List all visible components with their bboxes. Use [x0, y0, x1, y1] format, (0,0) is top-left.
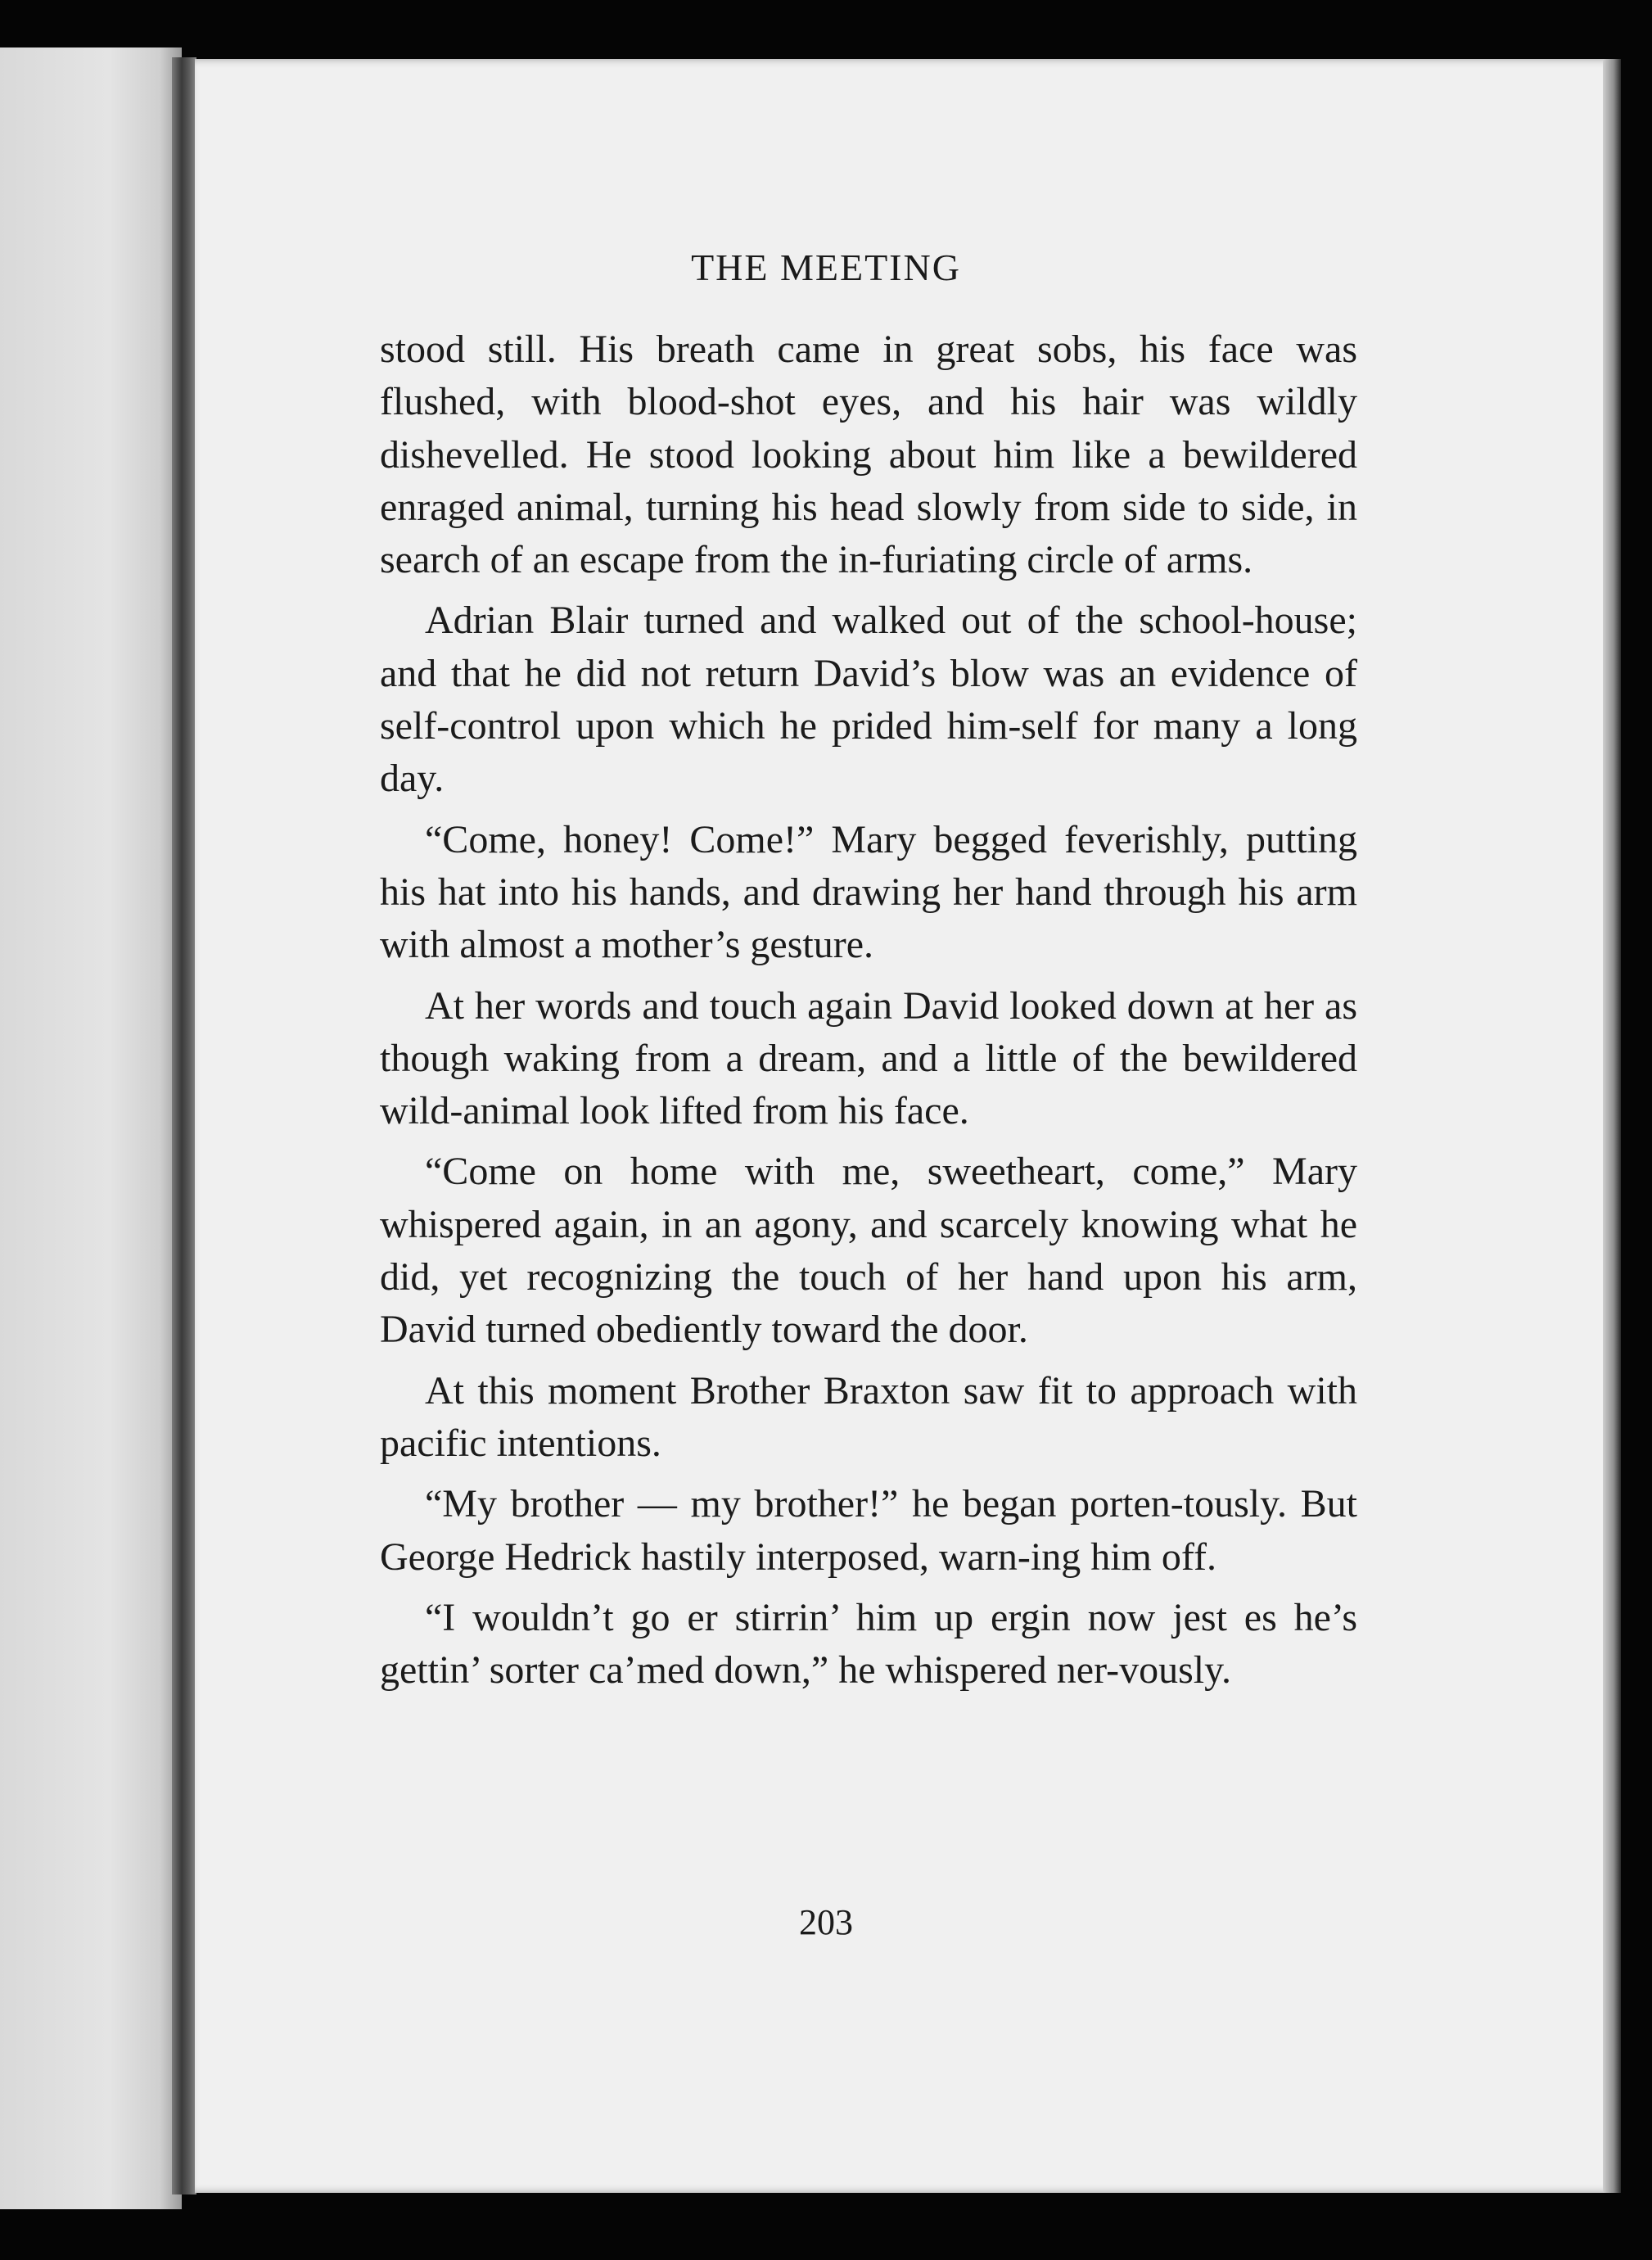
paragraph: “My brother — my brother!” he began porten-tously. But George Hedrick hastily interposed, warn-ing him off. — [380, 1482, 1357, 1579]
paragraph: “Come on home with me, sweetheart, come,” Mary whispered again, in an agony, and scarcely knowing what he did, yet recognizing the touch of her hand upon his arm, David turned obediently toward the door. — [380, 1150, 1357, 1352]
page-right-edge — [1603, 59, 1621, 2193]
paragraph: “I wouldn’t go er stirrin’ him up ergin now jest es he’s gettin’ sorter ca’med down,” he whispered ner-vously. — [380, 1595, 1357, 1693]
page-number: 203 — [799, 1902, 853, 1942]
paragraph: At this moment Brother Braxton saw fit to approach with pacific intentions. — [380, 1368, 1357, 1465]
body-text — [380, 323, 1357, 1697]
paragraph: At her words and touch again David looked down at her as though waking from a dream, and a little of the bewildered wild-animal look lifted from his face. — [380, 983, 1357, 1133]
paragraph: Adrian Blair turned and walked out of the school-house; and that he did not return David’s blow was an evidence of self-control upon which he prided him-self for many a long day. — [380, 599, 1357, 801]
facing-page-edge — [0, 47, 182, 2209]
book-gutter — [172, 57, 196, 2194]
paragraph: “Come, honey! Come!” Mary begged feverishly, putting his hat into his hands, and drawing her hand through his arm with almost a mother’s gesture. — [380, 817, 1357, 967]
paragraph: stood still. His breath came in great sobs, his face was flushed, with blood-shot eyes, and his hair was wildly dishevelled. He stood looking about him like a bewildered enraged animal, turning his head slowly from side to side, in search of an escape from the in-furiating circle of arms. — [380, 328, 1357, 582]
running-head: THE MEETING — [691, 246, 961, 288]
